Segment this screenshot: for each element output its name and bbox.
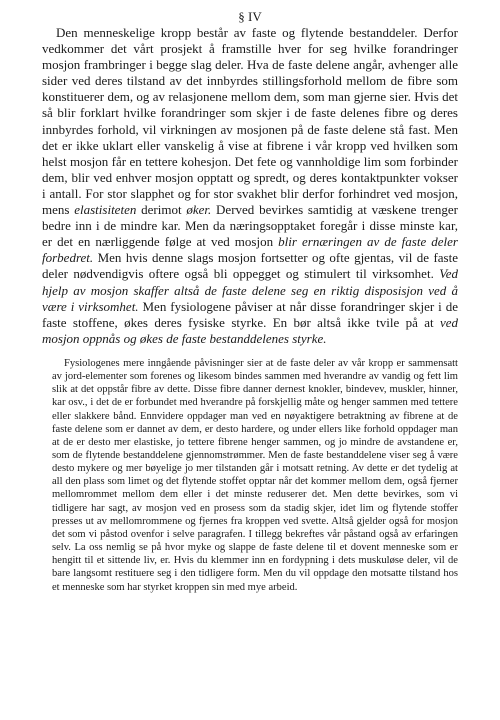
main-paragraph xyxy=(42,25,458,347)
italic-phrase: øker. xyxy=(186,202,212,218)
italic-phrase: ved mosjon oppnås og økes de faste bestanddelenes styrke. xyxy=(42,314,458,346)
text-run: Den menneskelige kropp består av faste og flytende bestanddeler. Derfor vedkommer det vårt prosjekt å framstille hver for seg hvilke forandringer mosjon frambringer i begge slag deler. Hva de faste delene angår, avhenger alle sider ved deres tilstand av det innbyrdes stillingsforhold mellom de fibre som konstituerer dem, og av relasjonene mellom dem, som man gjerne sier. Hvis det så blir forklart hvilke forandringer som skjer i de faste delenes fibre og deres innbyrdes forhold, vil virkningen av mosjonen på de faste delene stå fast. Men det er ikke uklart eller vanskelig å vise at fibrene i vår kropp ved hvilken som helst mosjon får en tettere kohesjon. Det fete og vannholdige lim som forbinder dem, blir ved enhver mosjon opptatt og spredt, og deres kontaktpunkter vokser i antall. For stor slapphet og for stor svakhet blir derfor forhindret ved mosjon, mens xyxy=(42,25,458,218)
text-run: Men fysiologene påviser at når disse forandringer skjer i de faste stoffene, økes deres fysiske styrke. En bør altså ikke tvile på at xyxy=(42,298,458,330)
italic-phrase: elastisiteten xyxy=(74,202,137,218)
text-run: derimot xyxy=(136,202,187,218)
italic-phrase: Ved hjelp av mosjon skaffer altså de faste delene seg en riktig disposisjon ved å være i virksomhet. xyxy=(42,266,458,314)
text-run: Men hvis denne slags mosjon fortsetter og ofte gjentas, vil de faste deler nødvendigvis oftere også bli oppegget og stimulert til virksomhet. xyxy=(42,250,458,282)
section-heading: § IV xyxy=(238,9,262,24)
italic-phrase: blir ernæringen av de faste deler forbedret. xyxy=(42,234,458,266)
footnote-paragraph: Fysiologenes mere inngående påvisninger sier at de faste deler av vår kropp er sammensatt av jord-elementer som forenes og likesom bindes sammen med hverandre av vandig og fett lim slik at det oppstår fibre av dette. Disse fibre danner dernest knokler, bindevev, muskler, hinner, kar osv., i det de er forbundet med hverandre på forskjellig måte og henger sammen med tettere eller slakkere bånd. Ennvidere oppdager man ved en nøyaktigere betraktning av fibrene at de faste delene som er dannet av dem, er desto hardere, og under ellers like forhold oppdager man at de er desto mer elastiske, jo tettere fibrene henger sammen, og jo mindre de avstandene er, som de flytende bestanddelene gjennomstrømmer. Men de faste bestanddelene viser seg å være desto mykere og mer bøyelige jo mer tilstanden går i motsatt retning. Av dette er det tydelig at all den plass som limet og det flytende stoffet opptar når det kommer mellom dem, også fjerner mellomrommet mellom dem eller i det minste reduserer det. Men dette bevirkes, som vi tidligere har sagt, av mosjon ved en prosess som da stadig skjer, idet lim og flytende stoffer presses ut av mellomrommene og fjernes fra kroppen ved svette. Altså gjelder også for mosjon det som vi påstod ovenfor i selve paragrafen. I tillegg bekreftes vår påstand også av erfaringen selv. La oss nemlig se på hvor myke og slappe de faste delene til et dovent menneske som er hengitt til et sittende liv, er. Hvis du klemmer inn en fordypning i dets muskuløse deler, vil de bare langsomt restituere seg i den tidligere form. Men du vil oppdage den motsatte tilstand hos et menneske som har styrket kroppen sin med mye arbeid. xyxy=(52,357,458,593)
text-run: Derved bevirkes samtidig at væskene trenger bedre inn i de mindre kar. Men da næringsopptaket foregår i disse minste kar, er det en nærliggende følge at ved mosjon xyxy=(42,202,458,250)
